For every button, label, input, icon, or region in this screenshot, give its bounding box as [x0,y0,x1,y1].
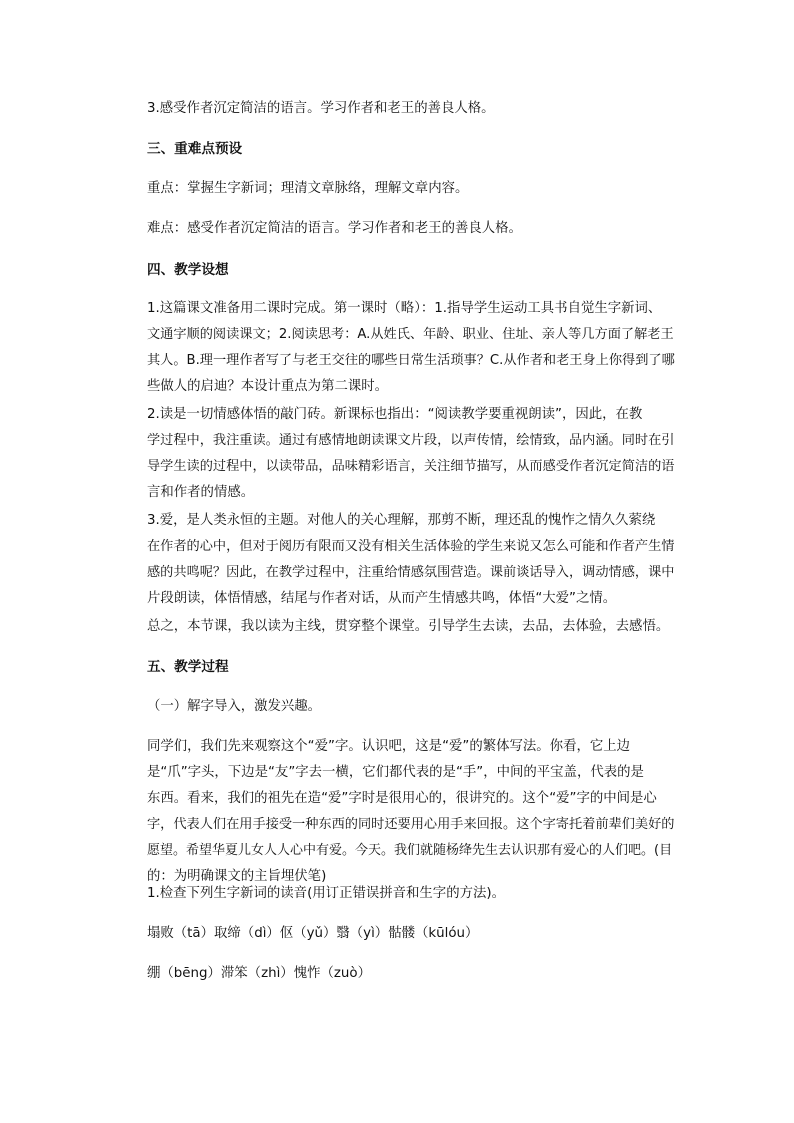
pronunciation-check-heading: 1.检查下列生字新词的读音(用订正错误拼音和生字的方法)。 [147,886,505,901]
teaching-idea-1-line: 文通字顺的阅读课文；2.阅读思考：A.从姓氏、年龄、职业、住址、亲人等几方面了解老王 [147,327,674,342]
intro-paragraph-line: 是“爪”字头，下边是“友”字去一横，它们都代表的是“手”，中间的平宝盖，代表的是 [147,765,644,780]
teaching-idea-2-line: 言和作者的情感。 [147,485,255,500]
teaching-idea-3-line: 3.爱，是人类永恒的主题。对他人的关心理解，那剪不断，理还乱的愧怍之情久久萦绕 [147,513,656,528]
teaching-goal-3: 3.感受作者沉定简洁的语言。学习作者和老王的善良人格。 [147,101,495,116]
key-point: 重点：掌握生字新词；理清文章脉络，理解文章内容。 [147,181,469,196]
teaching-idea-2-line: 导学生读的过程中，以读带品，品味精彩语言，关注细节描写，从而感受作者沉定简洁的语 [147,459,675,474]
teaching-idea-3 [147,508,677,612]
section-heading-teaching-process: 五、教学过程 [147,659,229,675]
teaching-idea-3-line: 片段朗读，体悟情感，结尾与作者对话，从而产生情感共鸣，体悟“大爱”之情。 [147,591,617,606]
teaching-idea-1-line: 1.这篇课文准备用二课时完成。第一课时（略）：1.指导学生运动工具书自觉生字新词、 [147,301,662,316]
teaching-idea-2 [147,402,677,506]
summary-paragraph: 总之，本节课，我以读为主线，贯穿整个课堂。引导学生去读，去品，去体验，去感悟。 [147,619,670,634]
teaching-idea-1 [147,296,677,400]
vocabulary-line-1: 塌败（tā）取缔（dì）伛（yǔ）翳（yì）骷髅（kūlóu） [147,926,479,941]
intro-paragraph-line: 字，代表人们在用手接受一种东西的同时还要用心用手来回报。这个字寄托着前辈们美好的 [147,817,675,832]
intro-paragraph-line: 的：为明确课文的主旨埋伏笔) [147,869,327,884]
section-heading-teaching-ideas: 四、教学设想 [147,262,229,278]
teaching-idea-2-line: 学过程中，我注重读。通过有感情地朗读课文片段，以声传情，绘情致，品内涵。同时在引 [147,433,675,448]
step-1-heading: （一）解字导入，激发兴趣。 [147,699,322,714]
difficult-point: 难点：感受作者沉定简洁的语言。学习作者和老王的善良人格。 [147,221,522,236]
teaching-idea-2-line: 2.读是一切情感体悟的敲门砖。新课标也指出：“阅读教学要重视朗读”，因此，在教 [147,407,643,422]
intro-paragraph-line: 同学们，我们先来观察这个“爱”字。认识吧，这是“爱”的繁体写法。你看，它上边 [147,739,631,754]
teaching-idea-1-line: 其人。B.理一理作者写了与老王交往的哪些日常生活琐事？C.从作者和老王身上你得到了哪 [147,353,675,368]
teaching-idea-3-line: 在作者的心中，但对于阅历有限而又没有相关生活体验的学生来说又怎么可能和作者产生情 [147,539,675,554]
intro-paragraph-line: 东西。看来，我们的祖先在造“爱”字时是很用心的，很讲究的。这个“爱”字的中间是心 [147,791,657,806]
teaching-idea-1-line: 些做人的启迪？本设计重点为第二课时。 [147,379,389,394]
teaching-idea-3-line: 感的共鸣呢？因此，在教学过程中，注重给情感氛围营造。课前谈话导入，调动情感，课中 [147,565,675,580]
intro-paragraph [147,734,677,890]
section-heading-key-difficult-points: 三、重难点预设 [147,141,243,157]
intro-paragraph-line: 愿望。希望华夏儿女人人心中有爱。今天。我们就随杨绛先生去认识那有爱心的人们吧。(目 [147,843,673,858]
vocabulary-line-2: 绷（bēng）滞笨（zhì）愧怍（zuò） [147,966,371,981]
